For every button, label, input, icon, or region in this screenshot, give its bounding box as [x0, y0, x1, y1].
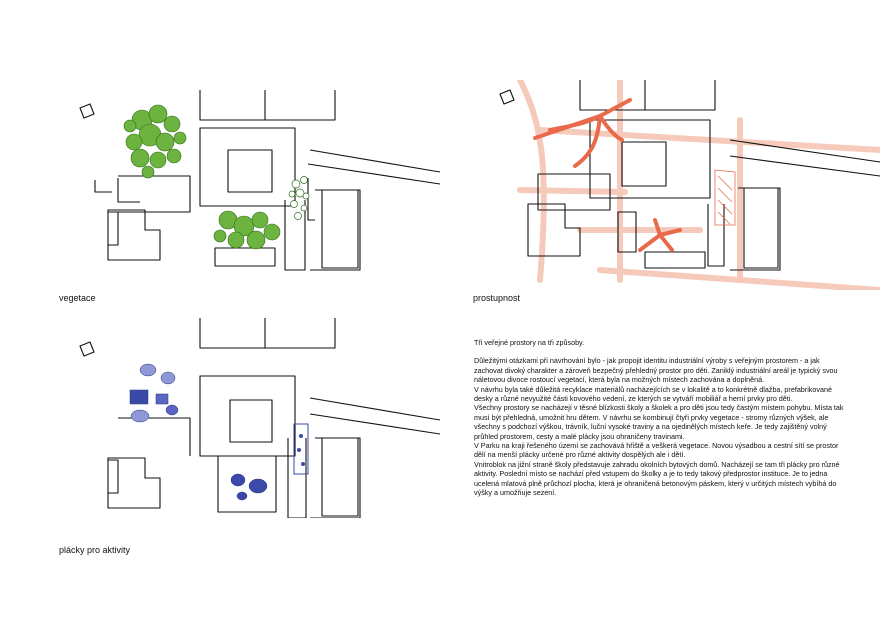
walk-path — [520, 80, 544, 280]
tree-canopy — [174, 132, 186, 144]
tree-canopy — [264, 224, 280, 240]
vegetation-caption: vegetace — [59, 293, 96, 303]
base-map — [500, 80, 880, 270]
building-outline — [322, 438, 358, 516]
description-title: Tři veřejné prostory na tři způsoby. — [474, 338, 585, 347]
building-outline — [200, 90, 335, 120]
building-outline — [118, 178, 140, 202]
tree-canopy — [142, 166, 154, 178]
tree-canopy — [164, 116, 180, 132]
activity-spots — [130, 364, 267, 500]
building-outline — [95, 180, 112, 192]
street-block — [118, 176, 190, 212]
building-outline — [310, 190, 360, 270]
main-path — [600, 100, 630, 116]
main-path — [550, 116, 600, 130]
hatched-area — [715, 170, 735, 225]
activity-spot — [231, 474, 245, 486]
description-paragraph: Důležitými otázkami při navrhování bylo - jak propojit identitu industriální výroby s veřejným prostorem - a jak zachovat divoký charakter a zároveň bezpečný přehledný prostor pro děti. Zaniklý industriální areál je typický svou náletovou divoce rostoucí vegetací, která byla na možných místech zachována a doplněná. — [474, 356, 838, 385]
activity-spot — [131, 410, 149, 422]
shrub — [289, 191, 295, 197]
description-paragraph: Všechny prostory se nacházejí v těsné blízkosti školy a školek a pro děti jsou tedy častým místem pohybu. Místa tak musí být přehledná, umožnit hru dětem. V návrhu se kombinují čtyři prvky vegetace - stromy různých výšek, ale všechny s podchozí výškou, trávník, luční vysoké traviny a na ojedinělých místech keře. Je tedy zajištěný volný průhled prostorem, cesty a malé plácky jsou ohraničeny travinami. — [474, 403, 844, 441]
paths-light — [520, 80, 880, 290]
building-outline — [645, 252, 705, 268]
tree-canopy — [131, 149, 149, 167]
building-outline — [108, 460, 118, 493]
activity-spot — [156, 394, 168, 404]
tree-canopy — [126, 134, 142, 150]
vegetation-plan — [60, 80, 440, 280]
building-outline — [108, 210, 160, 260]
activity-dot — [298, 449, 301, 452]
building-outline — [80, 104, 94, 118]
trees — [124, 105, 280, 249]
main-path — [660, 235, 672, 250]
shrub — [301, 177, 308, 184]
shrubs — [289, 177, 309, 220]
tree-canopy — [167, 149, 181, 163]
building-outline — [108, 212, 118, 245]
shrub — [301, 205, 307, 211]
building-outline — [218, 456, 276, 512]
tree-canopy — [124, 120, 136, 132]
building-outline — [310, 150, 440, 172]
tree-canopy — [149, 105, 167, 123]
shrub — [291, 201, 298, 208]
description-paragraph: V Parku na kraji řešeného území se zachovává hřiště a veškerá vegetace. Novou výsadbou a cestní sítí se prostor dělí na menší plácky určené pro různé aktivity dospělých ale i dětí. — [474, 441, 839, 460]
walk-path — [520, 190, 625, 192]
building-outline — [118, 418, 190, 456]
tree-canopy — [228, 232, 244, 248]
hatched-line — [718, 176, 732, 224]
activity-spot — [166, 405, 178, 415]
building-outline — [80, 342, 94, 356]
shrub — [295, 213, 302, 220]
building-outline — [322, 190, 358, 268]
activity-spot — [140, 364, 156, 376]
tree-canopy — [150, 152, 166, 168]
description-paragraph: Vnitroblok na jižní straně školy představuje zahradu okolních bytových domů. Nacházejí se tam tři plácky pro různé aktivity. Poslední místo se nachází před vstupem do školky a je to tedy takový předprostor instituce. Je to jedna ucelená mlatová plně průchozí plocha, která je ohraničená betonovým páskem, který v určitých místech vybíhá do výšky a umožňuje sezení. — [474, 459, 840, 498]
school-courtyard — [230, 400, 272, 442]
activities-caption: plácky pro aktivity — [59, 545, 131, 555]
building-outline — [708, 204, 724, 266]
shrub — [303, 193, 309, 199]
description — [474, 338, 846, 498]
activity-spot — [237, 492, 247, 500]
shrub — [292, 180, 300, 188]
building-outline — [500, 90, 514, 104]
building-outline — [308, 178, 315, 220]
building-outline — [108, 458, 160, 508]
activity-spot — [161, 372, 175, 384]
permeability-plan — [480, 80, 880, 290]
activity-spot — [130, 390, 148, 404]
building-outline — [310, 438, 360, 518]
activities-plan — [60, 318, 440, 518]
tree-canopy — [247, 231, 265, 249]
activity-dot — [302, 463, 305, 466]
activity-spot — [249, 479, 267, 493]
permeability-caption: prostupnost — [473, 293, 521, 303]
tree-canopy — [214, 230, 226, 242]
school-courtyard — [228, 150, 272, 192]
school-building — [200, 376, 295, 456]
description-paragraph: V návrhu byla také důležitá recyklace materiálů nacházejících se v lokalitě a to konkrétně dlažba, prefabrikované desky a různé nevyužité části kovového vedení, ze kterých se vytváří mobiliář a herní prvky pro děti. — [474, 384, 832, 404]
building-outline — [528, 204, 580, 256]
building-outline — [215, 248, 275, 266]
building-outline — [744, 188, 778, 268]
school-courtyard — [622, 142, 666, 186]
paths-hatched — [715, 170, 735, 225]
building-outline — [200, 318, 335, 348]
building-outline — [308, 164, 440, 184]
tree-canopy — [252, 212, 268, 228]
tree-canopy — [156, 133, 174, 151]
school-building — [200, 128, 295, 206]
building-outline — [580, 80, 715, 110]
activity-dot — [300, 435, 303, 438]
